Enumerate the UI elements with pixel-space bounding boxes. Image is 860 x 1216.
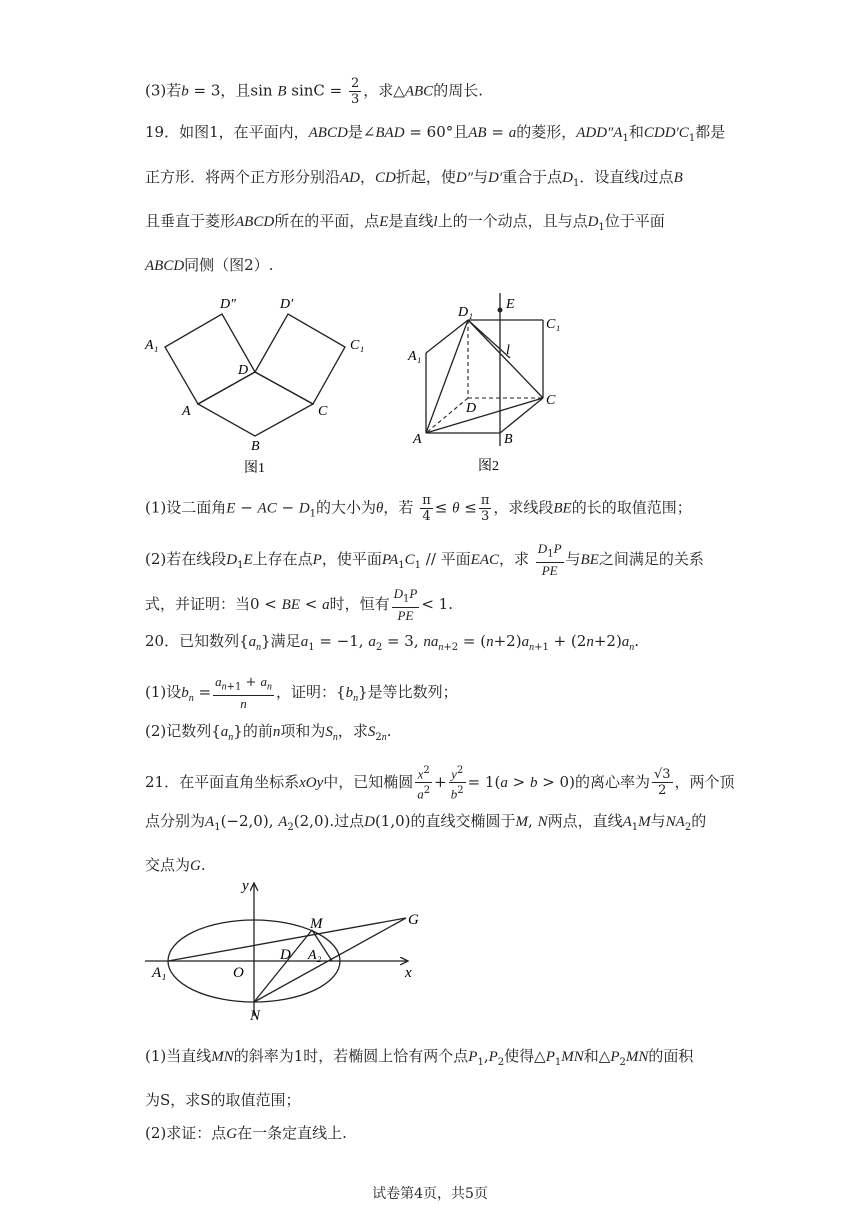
label-y: y [242,878,249,894]
problem-21-part1-a: (1)当直线MN的斜率为1时，若椭圆上恰有两个点$P_1,P_2$使得$\triangle P_1MN$和$\triangle P_2MN$的面积 [145,1047,694,1068]
problem-19-part2-b: 式，并证明：当0 < BE < a时，恒有 $\frac{D_1P}{PE}$ < 1. [145,586,453,623]
label-B: B [251,439,260,454]
label-D: D [238,363,249,378]
problem-20-stem: 20．已知数列$\{a_n\}$满足$a_1 = -1$, $a_2 = 3$, $na_{n+2} = (n+2)a_{n+1} + (2n+2)a_n$. [145,632,640,653]
label-A1: A₁ [152,965,167,981]
label-C: C [546,393,556,408]
line-NG [254,918,406,1002]
label-O: O [233,965,244,981]
label-C: C [318,404,328,419]
label-Dp: D′ [280,297,294,312]
label-G: G [408,912,419,928]
figure-2-caption: 图2 [478,459,499,474]
label-D1: D₁ [458,305,473,320]
label-A: A [413,432,422,447]
problem-21-stem-2: 点分别为$A_1(-2,0)$, $A_2(2,0)$.过点D(1,0)的直线交椭圆于M, N两点，直线$A_1M$与$NA_2$的 [145,812,707,833]
figure-3 [140,878,430,1023]
label-M: M [310,916,323,932]
problem-21-stem-3: 交点为G. [145,856,206,874]
label-D: D [466,401,477,416]
figure-1-caption: 图1 [244,461,265,476]
label-E: E [506,297,515,312]
label-D: D [280,947,291,963]
problem-21-part2: (2)求证：点G在一条定直线上. [145,1124,347,1142]
label-A2: A₂ [308,948,322,963]
figure-2 [400,288,590,483]
label-Dpp: D″ [220,297,236,312]
label-C1: C₁ [350,338,365,353]
problem-19-stem-3: 且垂直于菱形ABCD所在的平面，点E是直线l上的一个动点，且与点$D_1$位于平面 [145,212,665,233]
problem-21-stem-1: 21．在平面直角坐标系xOy中，已知椭圆 $\frac{x^2}{a^2}$ + $\frac{y^2}{b^2}$ = 1(a > b > 0)的离心率为 $\frac{√3}{2}$ ，两个顶 [145,765,735,802]
problem-19-part1: (1)设二面角E − AC − $D_1$的大小为θ，若 $\frac{\pi}{4}$ ≤ θ ≤ $\frac{\pi}{3}$ ，求线段BE的长的取值范围； [145,493,692,524]
problem-20-part1: (1)设$b_n$ = $\frac{a_{n+1} + a_n}{n}$ ，证明：$\{b_n\}$是等比数列； [145,674,458,711]
label-A1: A₁ [145,338,159,353]
label-N: N [250,1008,261,1023]
page-footer: 试卷第4页，共5页 [372,1186,488,1202]
label-B: B [504,432,513,447]
point-E [498,308,503,313]
problem-19-stem-1: 19．如图1，在平面内，ABCD是∠BAD = 60°且AB = a的菱形，$ADD''A_1$和$CDD'C_1$都是 [145,123,726,144]
rhombus-abcd [198,372,313,436]
label-C1: C₁ [546,317,561,332]
square-cdd-c1 [255,314,345,404]
label-l: l [506,343,510,358]
figure-1 [140,292,380,482]
problem-19-stem-2: 正方形．将两个正方形分别沿AD，CD折起，使D″与D′重合于点$D_1$．设直线l过点B [145,168,683,189]
problem-19-stem-4: ABCD同侧（图2）. [145,256,274,274]
label-A1: A₁ [408,349,422,364]
problem-18-part3: (3)若b = 3，且sin B sinC = $\frac{2}{3}$ ，求△ABC的周长. [145,76,483,107]
square-add-a1 [165,314,255,404]
problem-20-part2: (2)记数列$\{a_n\}$的前n项和为$S_n$，求$S_{2n}$. [145,722,392,743]
label-x: x [405,965,412,981]
problem-19-part2-a: (2)若在线段$D_1E$上存在点P，使平面$PA_1C_1$ // 平面EAC，求 $\frac{D_1P}{PE}$ 与BE之间满足的关系 [145,541,704,578]
problem-21-part1-b: 为S，求S的取值范围； [145,1091,301,1109]
label-A: A [182,404,191,419]
